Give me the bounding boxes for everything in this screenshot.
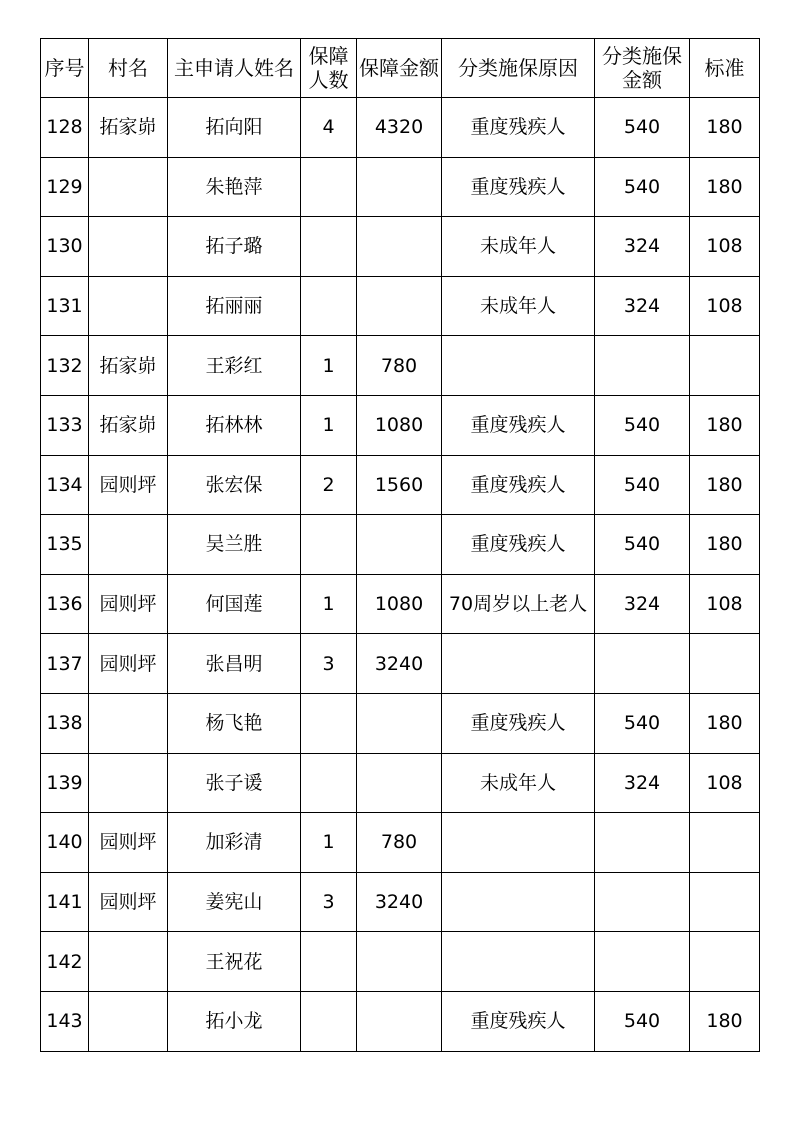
cell-applicant-name: 姜宪山	[168, 872, 301, 932]
cell-village: 园则坪	[89, 634, 168, 694]
cell-amount: 1080	[357, 574, 442, 634]
table-row	[41, 813, 760, 873]
cell-reason	[442, 813, 595, 873]
cell-count	[301, 693, 357, 753]
cell-amount: 4320	[357, 98, 442, 158]
cell-standard: 180	[690, 455, 760, 515]
cell-applicant-name: 拓林林	[168, 395, 301, 455]
cell-no: 141	[41, 872, 89, 932]
cell-village: 拓家峁	[89, 98, 168, 158]
cell-amount	[357, 932, 442, 992]
cell-category-amount: 540	[595, 455, 690, 515]
cell-reason	[442, 634, 595, 694]
table-row	[41, 634, 760, 694]
cell-village	[89, 753, 168, 813]
cell-count: 3	[301, 872, 357, 932]
cell-no: 131	[41, 276, 89, 336]
cell-category-amount: 540	[595, 157, 690, 217]
cell-count	[301, 932, 357, 992]
cell-count: 2	[301, 455, 357, 515]
cell-category-amount: 324	[595, 276, 690, 336]
cell-standard	[690, 932, 760, 992]
cell-reason: 未成年人	[442, 753, 595, 813]
cell-no: 128	[41, 98, 89, 158]
cell-count: 1	[301, 395, 357, 455]
cell-village	[89, 276, 168, 336]
cell-reason: 未成年人	[442, 217, 595, 277]
cell-category-amount: 540	[595, 991, 690, 1051]
cell-count	[301, 991, 357, 1051]
cell-category-amount: 324	[595, 217, 690, 277]
cell-count: 4	[301, 98, 357, 158]
cell-amount: 3240	[357, 634, 442, 694]
cell-category-amount: 324	[595, 574, 690, 634]
cell-standard	[690, 872, 760, 932]
cell-reason: 重度残疾人	[442, 455, 595, 515]
cell-village: 拓家峁	[89, 395, 168, 455]
cell-applicant-name: 张子谖	[168, 753, 301, 813]
cell-standard: 180	[690, 991, 760, 1051]
cell-standard	[690, 813, 760, 873]
cell-reason: 70周岁以上老人	[442, 574, 595, 634]
cell-count	[301, 515, 357, 575]
cell-amount: 780	[357, 813, 442, 873]
cell-count	[301, 276, 357, 336]
cell-count	[301, 217, 357, 277]
table-row	[41, 336, 760, 396]
table-row	[41, 515, 760, 575]
header-village: 村名	[89, 39, 168, 98]
cell-reason: 重度残疾人	[442, 157, 595, 217]
cell-village: 园则坪	[89, 455, 168, 515]
cell-category-amount: 324	[595, 753, 690, 813]
cell-amount: 1560	[357, 455, 442, 515]
table-row	[41, 574, 760, 634]
cell-reason: 重度残疾人	[442, 515, 595, 575]
cell-applicant-name: 王祝花	[168, 932, 301, 992]
cell-reason: 重度残疾人	[442, 991, 595, 1051]
cell-standard: 108	[690, 574, 760, 634]
cell-category-amount	[595, 336, 690, 396]
cell-reason	[442, 336, 595, 396]
cell-no: 138	[41, 693, 89, 753]
cell-applicant-name: 杨飞艳	[168, 693, 301, 753]
cell-amount	[357, 753, 442, 813]
table-row	[41, 753, 760, 813]
cell-count	[301, 753, 357, 813]
cell-count: 3	[301, 634, 357, 694]
cell-amount	[357, 157, 442, 217]
table-row	[41, 157, 760, 217]
cell-amount	[357, 991, 442, 1051]
cell-no: 132	[41, 336, 89, 396]
cell-count	[301, 157, 357, 217]
cell-reason: 重度残疾人	[442, 693, 595, 753]
cell-village	[89, 157, 168, 217]
cell-village	[89, 932, 168, 992]
cell-reason: 未成年人	[442, 276, 595, 336]
cell-applicant-name: 何国莲	[168, 574, 301, 634]
header-amount: 保障金额	[357, 39, 442, 98]
cell-standard: 108	[690, 217, 760, 277]
cell-category-amount	[595, 932, 690, 992]
cell-category-amount: 540	[595, 98, 690, 158]
cell-village	[89, 991, 168, 1051]
header-no: 序号	[41, 39, 89, 98]
table-body	[41, 98, 760, 1052]
cell-village: 拓家峁	[89, 336, 168, 396]
header-category-amount: 分类施保金额	[595, 39, 690, 98]
cell-village	[89, 693, 168, 753]
cell-category-amount: 540	[595, 515, 690, 575]
cell-village: 园则坪	[89, 872, 168, 932]
cell-applicant-name: 拓丽丽	[168, 276, 301, 336]
cell-standard: 180	[690, 515, 760, 575]
cell-amount	[357, 693, 442, 753]
cell-reason: 重度残疾人	[442, 395, 595, 455]
header-count: 保障人数	[301, 39, 357, 98]
cell-amount	[357, 276, 442, 336]
table-row	[41, 276, 760, 336]
cell-amount: 780	[357, 336, 442, 396]
cell-applicant-name: 张昌明	[168, 634, 301, 694]
cell-amount: 1080	[357, 395, 442, 455]
cell-standard: 108	[690, 276, 760, 336]
cell-village	[89, 515, 168, 575]
cell-no: 134	[41, 455, 89, 515]
cell-no: 136	[41, 574, 89, 634]
assistance-table	[40, 38, 760, 1052]
cell-reason	[442, 932, 595, 992]
cell-reason	[442, 872, 595, 932]
cell-applicant-name: 加彩清	[168, 813, 301, 873]
table-row	[41, 991, 760, 1051]
cell-count: 1	[301, 574, 357, 634]
header-row	[41, 39, 760, 98]
cell-no: 129	[41, 157, 89, 217]
cell-standard: 180	[690, 98, 760, 158]
cell-applicant-name: 吴兰胜	[168, 515, 301, 575]
table-row	[41, 872, 760, 932]
cell-village: 园则坪	[89, 813, 168, 873]
cell-category-amount: 540	[595, 693, 690, 753]
cell-count: 1	[301, 813, 357, 873]
cell-no: 133	[41, 395, 89, 455]
cell-amount	[357, 217, 442, 277]
cell-category-amount	[595, 872, 690, 932]
cell-standard	[690, 634, 760, 694]
cell-no: 140	[41, 813, 89, 873]
cell-no: 137	[41, 634, 89, 694]
cell-applicant-name: 王彩红	[168, 336, 301, 396]
cell-category-amount: 540	[595, 395, 690, 455]
cell-standard: 180	[690, 157, 760, 217]
table-row	[41, 455, 760, 515]
cell-count: 1	[301, 336, 357, 396]
cell-category-amount	[595, 634, 690, 694]
cell-standard: 108	[690, 753, 760, 813]
cell-village	[89, 217, 168, 277]
table-row	[41, 395, 760, 455]
cell-no: 142	[41, 932, 89, 992]
table-row	[41, 98, 760, 158]
cell-applicant-name: 拓向阳	[168, 98, 301, 158]
cell-applicant-name: 拓小龙	[168, 991, 301, 1051]
cell-no: 130	[41, 217, 89, 277]
cell-no: 143	[41, 991, 89, 1051]
cell-village: 园则坪	[89, 574, 168, 634]
cell-standard	[690, 336, 760, 396]
cell-amount	[357, 515, 442, 575]
cell-applicant-name: 拓子璐	[168, 217, 301, 277]
cell-no: 139	[41, 753, 89, 813]
table-row	[41, 932, 760, 992]
cell-standard: 180	[690, 395, 760, 455]
header-reason: 分类施保原因	[442, 39, 595, 98]
cell-category-amount	[595, 813, 690, 873]
header-applicant-name: 主申请人姓名	[168, 39, 301, 98]
cell-no: 135	[41, 515, 89, 575]
table-row	[41, 693, 760, 753]
cell-applicant-name: 朱艳萍	[168, 157, 301, 217]
cell-amount: 3240	[357, 872, 442, 932]
cell-standard: 180	[690, 693, 760, 753]
table-row	[41, 217, 760, 277]
cell-applicant-name: 张宏保	[168, 455, 301, 515]
header-standard: 标准	[690, 39, 760, 98]
cell-reason: 重度残疾人	[442, 98, 595, 158]
